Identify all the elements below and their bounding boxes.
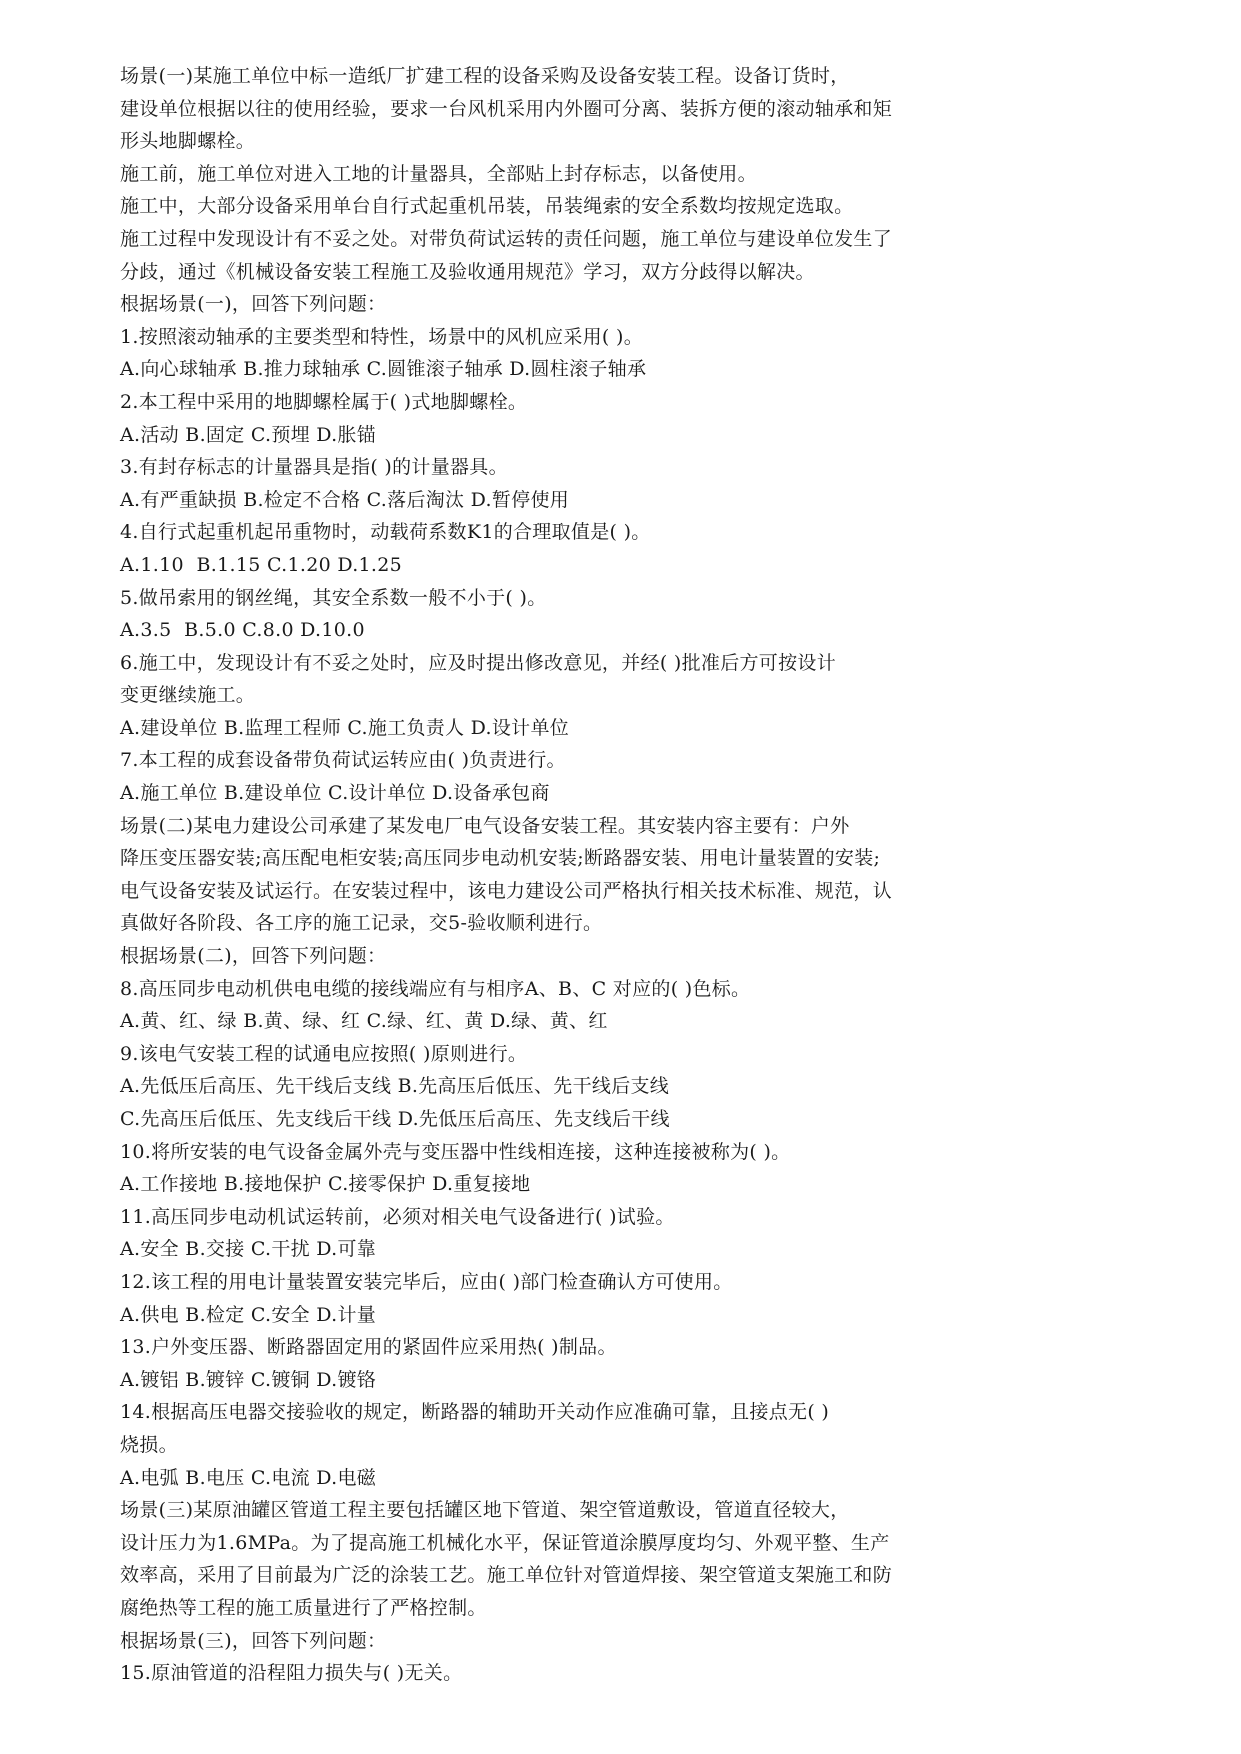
- question-line: 4.自行式起重机起吊重物时，动载荷系数K1的合理取值是( )。: [120, 521, 651, 544]
- question-line: 11.高压同步电动机试运转前，必须对相关电气设备进行( )试验。: [120, 1205, 675, 1228]
- question-line: 5.做吊索用的钢丝绳，其安全系数一般不小于( )。: [120, 586, 547, 609]
- question-line: 9.该电气安装工程的试通电应按照( )原则进行。: [120, 1042, 528, 1065]
- document-page: [120, 60, 1020, 1690]
- text-line: 根据场景(一)，回答下列问题：: [120, 293, 387, 316]
- question-line: 烧损。: [120, 1433, 178, 1456]
- question-line: 14.根据高压电器交接验收的规定，断路器的辅助开关动作应准确可靠，且接点无( ): [120, 1401, 830, 1424]
- options-line: A.黄、红、绿 B.黄、绿、红 C.绿、红、黄 D.绿、黄、红: [120, 1010, 608, 1033]
- options-line: A.供电 B.检定 C.安全 D.计量: [120, 1303, 377, 1326]
- text-line: 电气设备安装及试运行。在安装过程中，该电力建设公司严格执行相关技术标准、规范，认: [120, 879, 893, 902]
- text-line: 腐绝热等工程的施工质量进行了严格控制。: [120, 1596, 487, 1619]
- question-line: 1.按照滚动轴承的主要类型和特性，场景中的风机应采用( )。: [120, 325, 643, 348]
- text-line: 效率高，采用了目前最为广泛的涂装工艺。施工单位针对管道焊接、架空管道支架施工和防: [120, 1564, 893, 1587]
- question-line: 12.该工程的用电计量装置安装完毕后，应由( )部门检查确认方可使用。: [120, 1270, 733, 1293]
- options-line: A.有严重缺损 B.检定不合格 C.落后淘汰 D.暂停使用: [120, 488, 570, 511]
- text-line: 施工前，施工单位对进入工地的计量器具，全部贴上封存标志，以备使用。: [120, 162, 757, 185]
- text-line: 形头地脚螺栓。: [120, 130, 256, 153]
- text-line: 场景(三)某原油罐区管道工程主要包括罐区地下管道、架空管道敷设，管道直径较大，: [120, 1499, 850, 1522]
- text-line: 场景(一)某施工单位中标一造纸厂扩建工程的设备采购及设备安装工程。设备订货时，: [120, 65, 850, 87]
- text-line: 设计压力为1.6MPa。为了提高施工机械化水平，保证管道涂膜厚度均匀、外观平整、生产: [120, 1531, 890, 1554]
- question-line: 7.本工程的成套设备带负荷试运转应由( )负责进行。: [120, 749, 566, 772]
- question-line: 变更继续施工。: [120, 684, 256, 707]
- question-line: 13.户外变压器、断路器固定用的紧固件应采用热( )制品。: [120, 1336, 617, 1359]
- options-line: A.镀铝 B.镀锌 C.镀铜 D.镀铬: [120, 1368, 377, 1391]
- question-line: 2.本工程中采用的地脚螺栓属于( )式地脚螺栓。: [120, 390, 528, 413]
- options-line: C.先高压后低压、先支线后干线 D.先低压后高压、先支线后干线: [120, 1108, 670, 1130]
- text-line: 建设单位根据以往的使用经验，要求一台风机采用内外圈可分离、装拆方便的滚动轴承和矩: [120, 97, 893, 120]
- text-line: 真做好各阶段、各工序的施工记录，交5-验收顺利进行。: [120, 912, 603, 935]
- text-line: 施工中，大部分设备采用单台自行式起重机吊装，吊装绳索的安全系数均按规定选取。: [120, 195, 854, 218]
- question-line: 3.有封存标志的计量器具是指( )的计量器具。: [120, 456, 508, 479]
- options-line: A.电弧 B.电压 C.电流 D.电磁: [120, 1466, 377, 1489]
- text-line: 场景(二)某电力建设公司承建了某发电厂电气设备安装工程。其安装内容主要有：户外: [120, 814, 850, 837]
- question-line: 6.施工中，发现设计有不妥之处时，应及时提出修改意见，并经( )批准后方可按设计: [120, 651, 836, 674]
- text-line: 降压变压器安装;高压配电柜安装;高压同步电动机安装;断路器安装、用电计量装置的安装;: [120, 847, 881, 870]
- text-line: 分歧，通过《机械设备安装工程施工及验收通用规范》学习，双方分歧得以解决。: [120, 260, 815, 283]
- options-line: A.施工单位 B.建设单位 C.设计单位 D.设备承包商: [120, 782, 550, 805]
- question-line: 10.将所安装的电气设备金属外壳与变压器中性线相连接，这种连接被称为( )。: [120, 1140, 791, 1163]
- question-line: 8.高压同步电动机供电电缆的接线端应有与相序A、B、C 对应的( )色标。: [120, 977, 751, 1000]
- options-line: A.1.10 B.1.15 C.1.20 D.1.25: [120, 553, 403, 576]
- text-line: 根据场景(三)，回答下列问题：: [120, 1629, 387, 1652]
- options-line: A.建设单位 B.监理工程师 C.施工负责人 D.设计单位: [120, 716, 570, 739]
- options-line: A.向心球轴承 B.推力球轴承 C.圆锥滚子轴承 D.圆柱滚子轴承: [120, 358, 647, 381]
- options-line: A.3.5 B.5.0 C.8.0 D.10.0: [120, 619, 365, 642]
- options-line: A.安全 B.交接 C.干扰 D.可靠: [120, 1238, 377, 1261]
- text-line: 根据场景(二)，回答下列问题：: [120, 945, 387, 968]
- options-line: A.先低压后高压、先干线后支线 B.先高压后低压、先干线后支线: [120, 1075, 670, 1098]
- options-line: A.活动 B.固定 C.预埋 D.胀锚: [120, 423, 377, 446]
- text-line: 施工过程中发现设计有不妥之处。对带负荷试运转的责任问题，施工单位与建设单位发生了: [120, 227, 893, 250]
- question-line: 15.原油管道的沿程阻力损失与( )无关。: [120, 1662, 463, 1685]
- options-line: A.工作接地 B.接地保护 C.接零保护 D.重复接地: [120, 1173, 531, 1196]
